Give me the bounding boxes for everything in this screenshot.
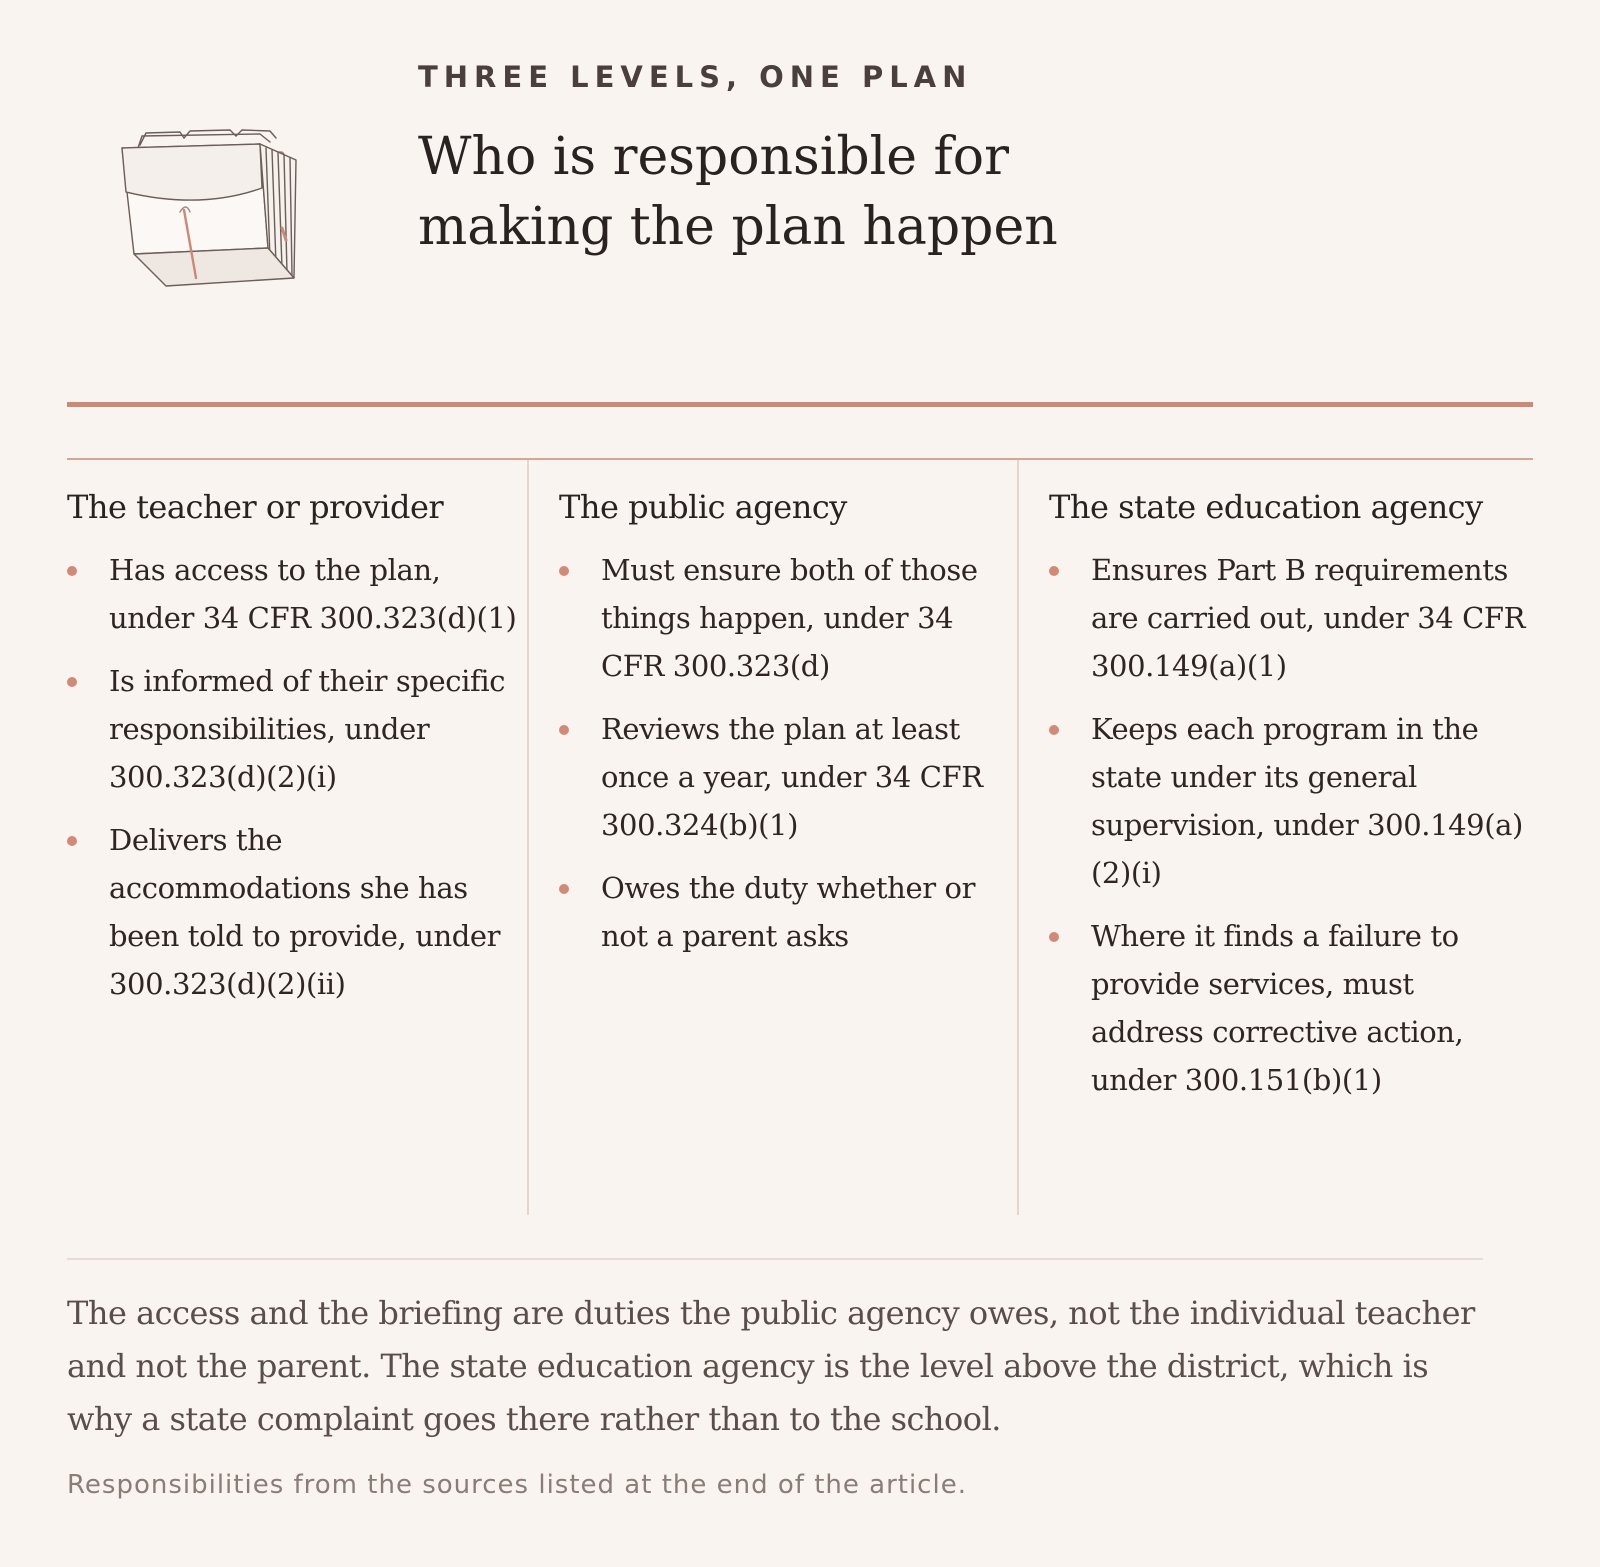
list-item-text: Must ensure both of those things happen, under 34 CFR 300.323(d) bbox=[601, 553, 978, 683]
bullet-icon bbox=[1049, 932, 1059, 942]
list-item-text: Ensures Part B requirements are carried out, under 34 CFR 300.149(a)(1) bbox=[1091, 553, 1526, 683]
responsibility-list bbox=[1049, 546, 1533, 1104]
page-title bbox=[418, 122, 1118, 262]
column-state-agency bbox=[1017, 460, 1533, 1215]
responsibility-columns bbox=[67, 460, 1533, 1215]
list-item-text: Has access to the plan, under 34 CFR 300.323(d)(1) bbox=[109, 553, 517, 635]
responsibility-list bbox=[559, 546, 1017, 960]
bullet-icon bbox=[1049, 566, 1059, 576]
list-item bbox=[67, 546, 527, 642]
list-item-text: Keeps each program in the state under its general supervision, under 300.149(a)(2)(i) bbox=[1091, 712, 1523, 890]
list-item bbox=[559, 546, 1017, 690]
list-item bbox=[559, 705, 1017, 849]
column-public-agency bbox=[527, 460, 1017, 1215]
kicker-label: THREE LEVELS, ONE PLAN bbox=[418, 60, 973, 94]
column-title: The public agency bbox=[559, 488, 847, 526]
responsibility-list bbox=[67, 546, 527, 1008]
column-title: The state education agency bbox=[1049, 488, 1483, 526]
list-item bbox=[1049, 912, 1533, 1104]
list-item bbox=[1049, 705, 1533, 897]
bullet-icon bbox=[559, 884, 569, 894]
bullet-icon bbox=[1049, 725, 1059, 735]
summary-divider bbox=[67, 1258, 1483, 1260]
list-item-text: Delivers the accommodations she has been told to provide, under 300.323(d)(2)(ii) bbox=[109, 823, 501, 1001]
list-item-text: Reviews the plan at least once a year, under 34 CFR 300.324(b)(1) bbox=[601, 712, 983, 842]
list-item-text: Where it finds a failure to provide services, must address corrective action, under 300.151(b)(1) bbox=[1091, 919, 1464, 1097]
bullet-icon bbox=[67, 677, 77, 687]
page-title-line-1: Who is responsible for bbox=[418, 127, 1009, 187]
bullet-icon bbox=[67, 836, 77, 846]
accordion-file-folder-icon bbox=[110, 118, 310, 298]
list-item-text: Is informed of their specific responsibilities, under 300.323(d)(2)(i) bbox=[109, 664, 506, 794]
bullet-icon bbox=[559, 566, 569, 576]
column-teacher bbox=[67, 460, 527, 1215]
column-title: The teacher or provider bbox=[67, 488, 444, 526]
summary-paragraph: The access and the briefing are duties the public agency owes, not the individual teacher and not the parent. The state education agency is the level above the district, which is why a state complaint goes there rather than to the school. bbox=[67, 1294, 1475, 1438]
list-item bbox=[559, 864, 1017, 960]
list-item bbox=[1049, 546, 1533, 690]
page-title-line-2: making the plan happen bbox=[418, 197, 1058, 257]
list-item-text: Owes the duty whether or not a parent asks bbox=[601, 871, 976, 953]
accent-divider bbox=[67, 402, 1533, 407]
bullet-icon bbox=[559, 725, 569, 735]
list-item bbox=[67, 657, 527, 801]
list-item bbox=[67, 816, 527, 1008]
source-note: Responsibilities from the sources listed at the end of the article. bbox=[67, 1470, 967, 1500]
bullet-icon bbox=[67, 566, 77, 576]
